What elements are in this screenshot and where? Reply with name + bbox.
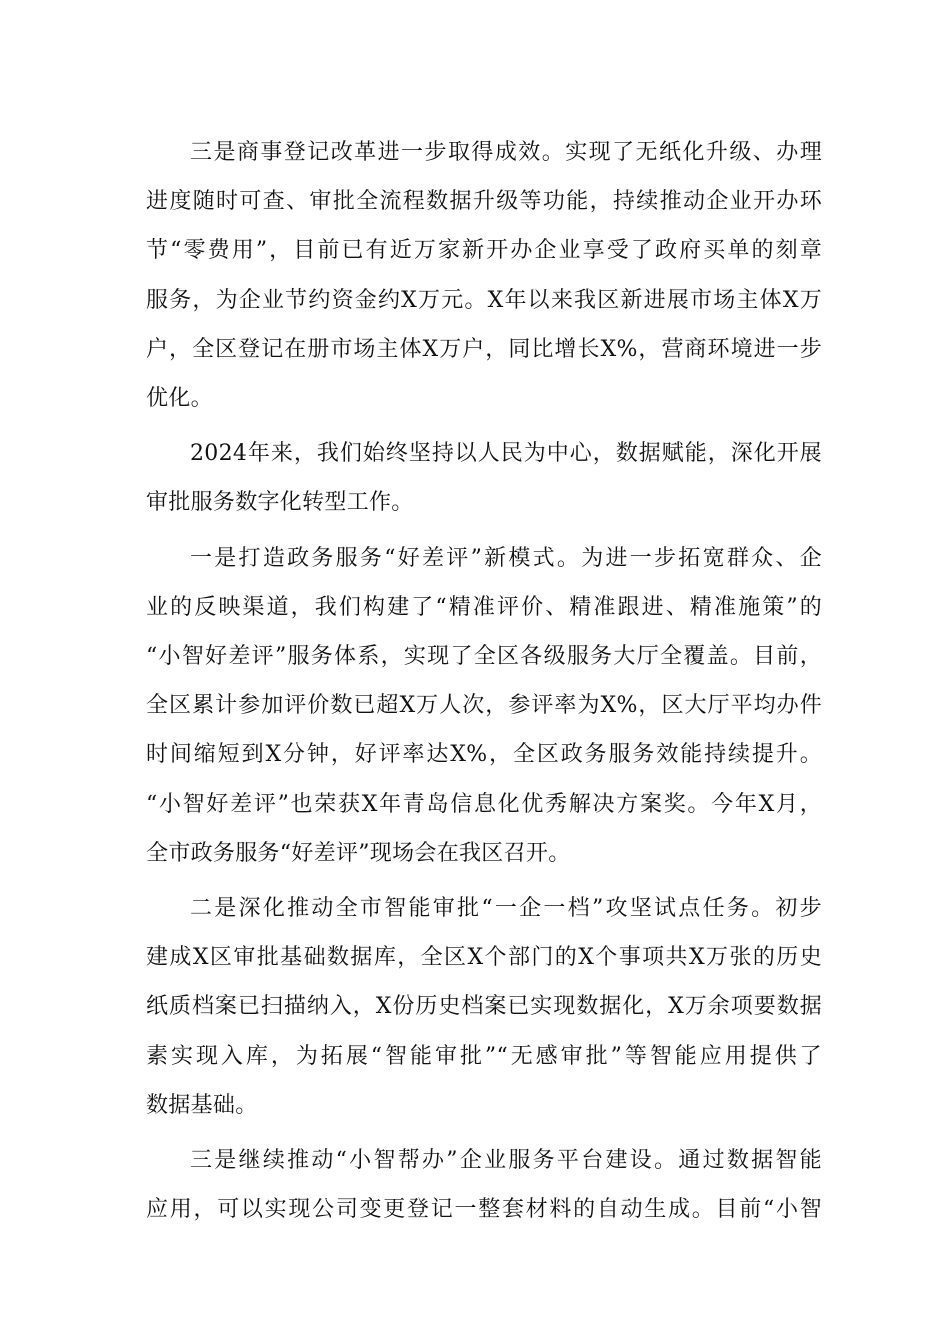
paragraph-xiaozhi-assist-platform — [146, 1136, 822, 1234]
text-line: 2024年来，我们始终坚持以人民为中心，数据赋能，深化开展 — [190, 441, 822, 467]
text-line: “小智好差评”服务体系，实现了全区各级服务大厅全覆盖。目前， — [146, 644, 822, 670]
text-line: 纸质档案已扫描纳入，X份历史档案已实现数据化，X万余项要数据 — [146, 994, 822, 1020]
document-body — [146, 128, 822, 1240]
text-line: 建成X区审批基础数据库，全区X个部门的X个事项共X万张的历史 — [146, 945, 822, 971]
text-line: 二是深化推动全市智能审批“一企一档”攻坚试点任务。初步 — [190, 896, 822, 922]
text-line: 全区累计参加评价数已超X万人次，参评率为X%，区大厅平均办件 — [146, 693, 822, 719]
text-line: 三是继续推动“小智帮办”企业服务平台建设。通过数据智能 — [190, 1148, 822, 1174]
text-line: 户，全区登记在册市场主体X万户，同比增长X%，营商环境进一步 — [146, 336, 822, 362]
text-line: 三是商事登记改革进一步取得成效。实现了无纸化升级、办理 — [190, 140, 822, 165]
text-line: 业的反映渠道，我们构建了“精准评价、精准跟进、精准施策”的 — [146, 594, 822, 620]
text-line: 节“零费用”，目前已有近万家新开办企业享受了政府买单的刻章 — [146, 238, 822, 264]
text-line: 全市政务服务“好差评”现场会在我区召开。 — [146, 840, 571, 866]
text-line: 服务，为企业节约资金约X万元。X年以来我区新进展市场主体X万 — [146, 287, 822, 313]
paragraph-one-enterprise-one-file — [146, 884, 822, 1130]
text-line: 审批服务数字化转型工作。 — [146, 490, 414, 516]
paragraph-2024-overview — [146, 429, 822, 527]
text-line: 素实现入库，为拓展“智能审批”“无感审批”等智能应用提供了 — [146, 1043, 822, 1069]
text-line: 一是打造政务服务“好差评”新模式。为进一步拓宽群众、企 — [190, 545, 822, 571]
text-line: “小智好差评”也荣获X年青岛信息化优秀解决方案奖。今年X月， — [146, 791, 822, 817]
text-line: 优化。 — [146, 386, 213, 412]
paragraph-business-registration-reform — [146, 128, 822, 423]
text-line: 应用，可以实现公司变更登记一整套材料的自动生成。目前“小智 — [146, 1197, 822, 1223]
text-line: 数据基础。 — [146, 1092, 258, 1118]
text-line: 时间缩短到X分钟，好评率达X%，全区政务服务效能持续提升。 — [146, 742, 822, 768]
text-line: 进度随时可查、审批全流程数据升级等功能，持续推动企业开办环 — [146, 189, 822, 215]
paragraph-good-bad-review — [146, 534, 822, 878]
